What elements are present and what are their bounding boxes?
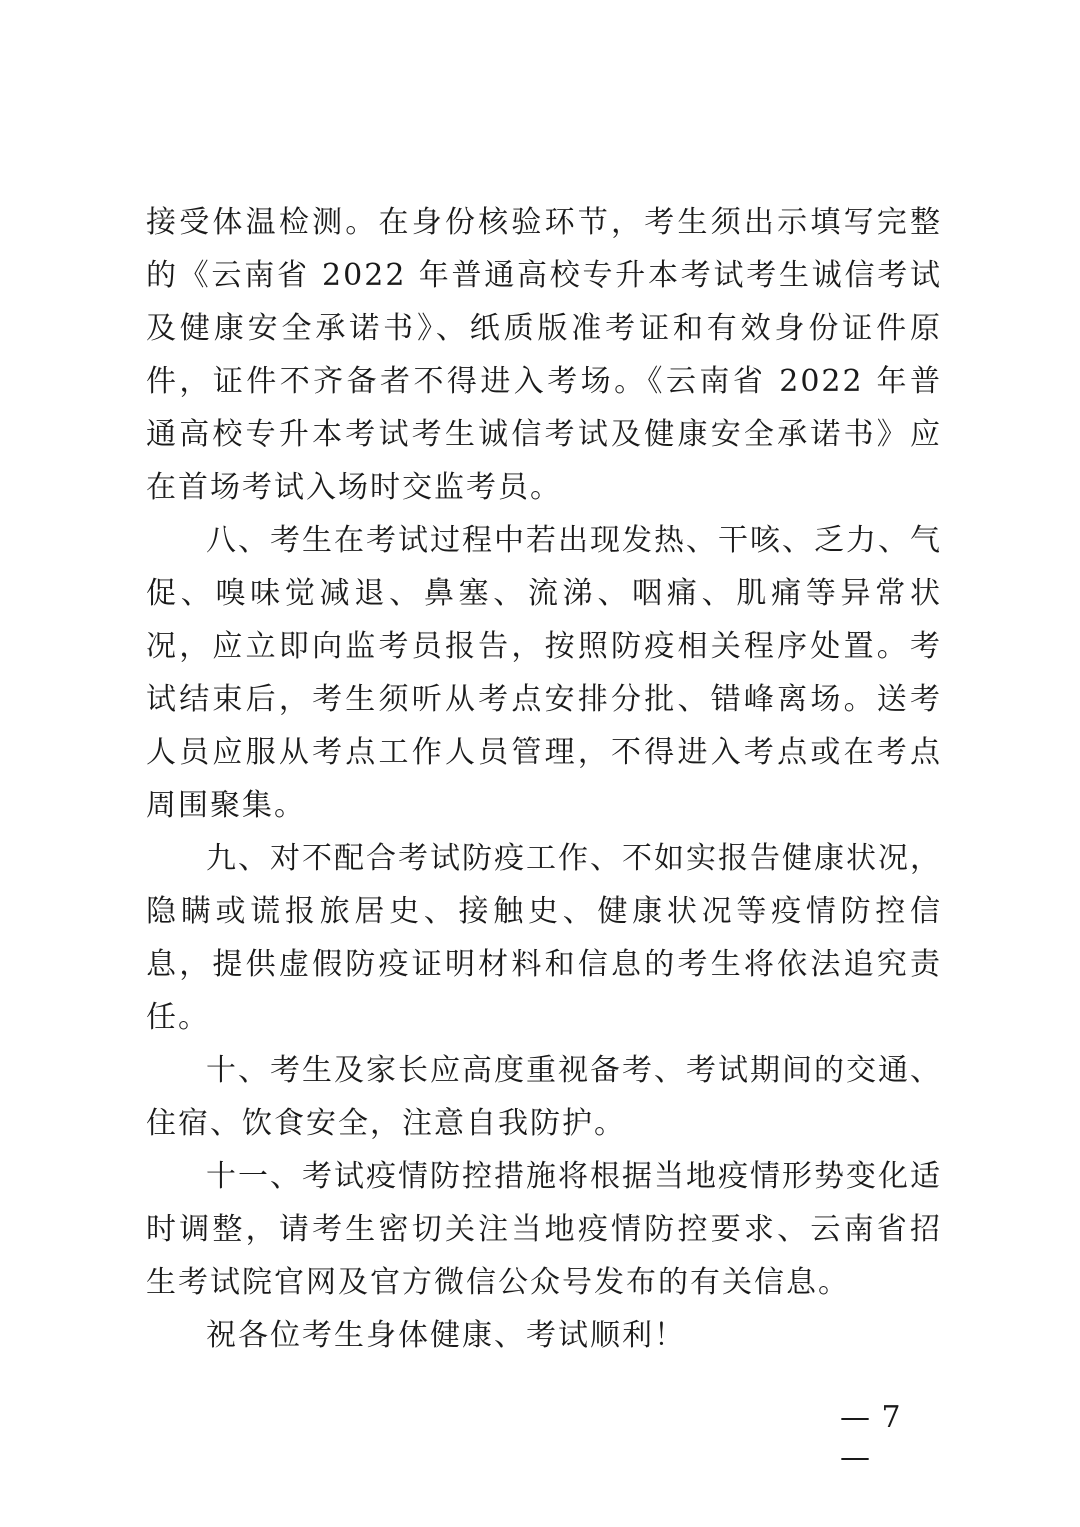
paragraph-item-10: 十、考生及家长应高度重视备考、考试期间的交通、住宿、饮食安全，注意自我防护。 [146, 1053, 942, 1141]
paragraph-item-9: 九、对不配合考试防疫工作、不如实报告健康状况，隐瞒或谎报旅居史、接触史、健康状况等疫情防控信息，提供虚假防疫证明材料和信息的考生将依法追究责任。 [146, 841, 942, 1035]
paragraph-item-11: 十一、考试疫情防控措施将根据当地疫情形势变化适时调整，请考生密切关注当地疫情防控要求、云南省招生考试院官网及官方微信公众号发布的有关信息。 [146, 1159, 942, 1300]
document-body [146, 196, 942, 1362]
paragraph-item-8: 八、考生在考试过程中若出现发热、干咳、乏力、气促、嗅味觉减退、鼻塞、流涕、咽痛、肌痛等异常状况，应立即向监考员报告，按照防疫相关程序处置。考试结束后，考生须听从考点安排分批、错峰离场。送考人员应服从考点工作人员管理，不得进入考点或在考点周围聚集。 [146, 523, 942, 823]
page-number: — 7 — [840, 1400, 902, 1475]
paragraph-continuation: 接受体温检测。在身份核验环节，考生须出示填写完整的《云南省 2022 年普通高校专升本考试考生诚信考试及健康安全承诺书》、纸质版准考证和有效身份证件原件，证件不齐备者不得进入考场。《云南省 2022 年普通高校专升本考试考生诚信考试及健康安全承诺书》应在首场考试入场时交监考员。 [146, 205, 942, 505]
paragraph-closing-wish: 祝各位考生身体健康、考试顺利！ [206, 1318, 686, 1353]
